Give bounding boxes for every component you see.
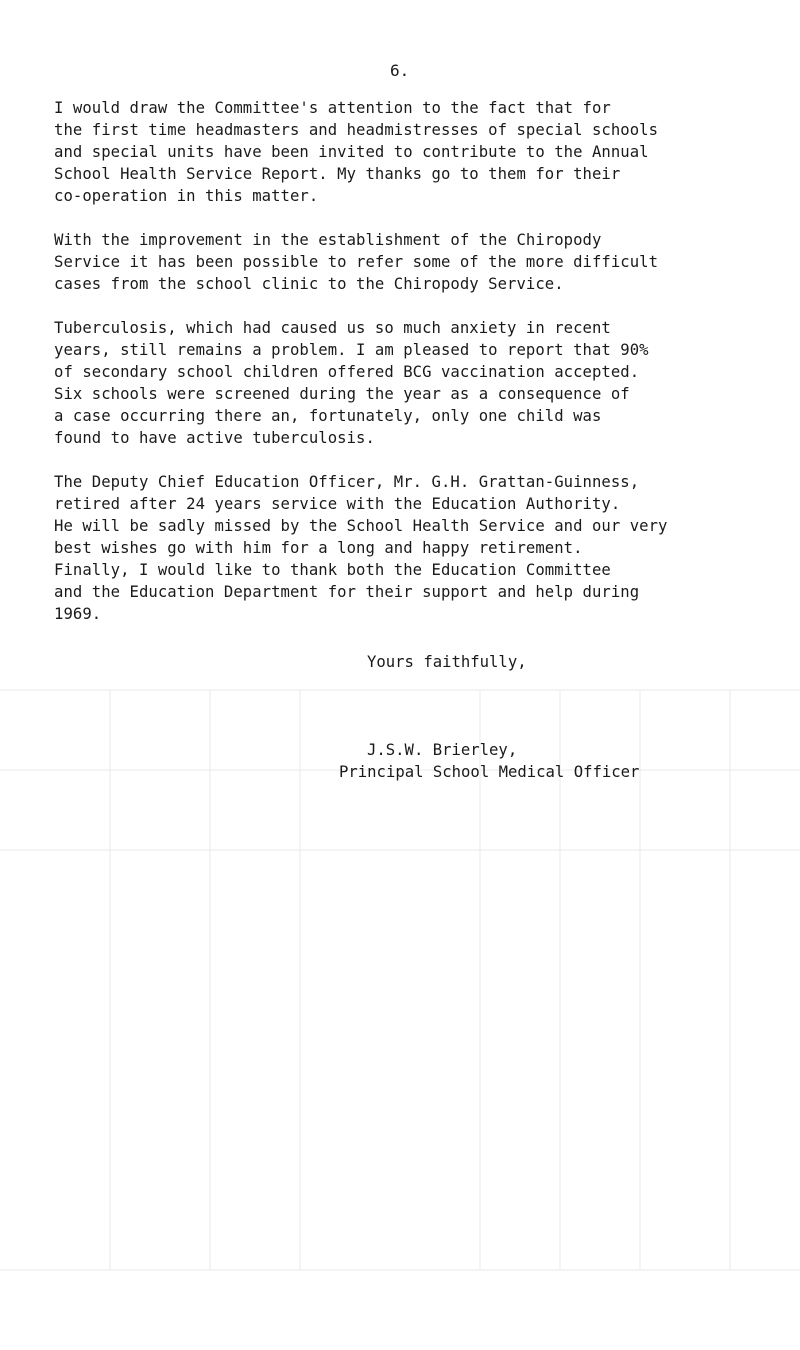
text-line: best wishes go with him for a long and happy retirement. (54, 539, 583, 557)
text-line: School Health Service Report. My thanks go to them for their (54, 165, 621, 183)
text-line: I would draw the Committee's attention to the fact that for (54, 99, 611, 117)
text-line: a case occurring there an, fortunately, only one child was (54, 407, 602, 425)
closing-salutation: Yours faithfully, (367, 653, 527, 671)
text-line: found to have active tuberculosis. (54, 429, 375, 447)
text-line: With the improvement in the establishment of the Chiropody (54, 231, 602, 249)
text-line: and the Education Department for their support and help during (54, 583, 640, 601)
text-line: cases from the school clinic to the Chiropody Service. (54, 275, 564, 293)
text-line: Six schools were screened during the year as a consequence of (54, 385, 630, 403)
text-line: retired after 24 years service with the Education Authority. (54, 495, 621, 513)
text-line: He will be sadly missed by the School Health Service and our very (54, 517, 668, 535)
text-line: Tuberculosis, which had caused us so much anxiety in recent (54, 319, 611, 337)
text-line: The Deputy Chief Education Officer, Mr. G.H. Grattan-Guinness, (54, 473, 640, 491)
text-line: years, still remains a problem. I am pleased to report that 90% (54, 341, 649, 359)
text-line: of secondary school children offered BCG vaccination accepted. (54, 363, 640, 381)
signatory-title: Principal School Medical Officer (339, 763, 640, 781)
page-number: 6. (390, 61, 410, 80)
text-line: Finally, I would like to thank both the Education Committee (54, 561, 611, 579)
text-line: the first time headmasters and headmistresses of special schools (54, 121, 659, 139)
paragraph-chiropody (54, 229, 784, 295)
paragraph-thanks (54, 559, 784, 625)
paragraph-deputy-officer (54, 471, 784, 559)
text-line: 1969. (54, 605, 102, 623)
text-line: and special units have been invited to contribute to the Annual (54, 143, 649, 161)
text-line: co-operation in this matter. (54, 187, 319, 205)
signatory-name: J.S.W. Brierley, (367, 741, 518, 759)
paragraph-tuberculosis (54, 317, 784, 449)
paragraph-special-schools (54, 97, 784, 207)
text-line: Service it has been possible to refer some of the more difficult (54, 253, 659, 271)
